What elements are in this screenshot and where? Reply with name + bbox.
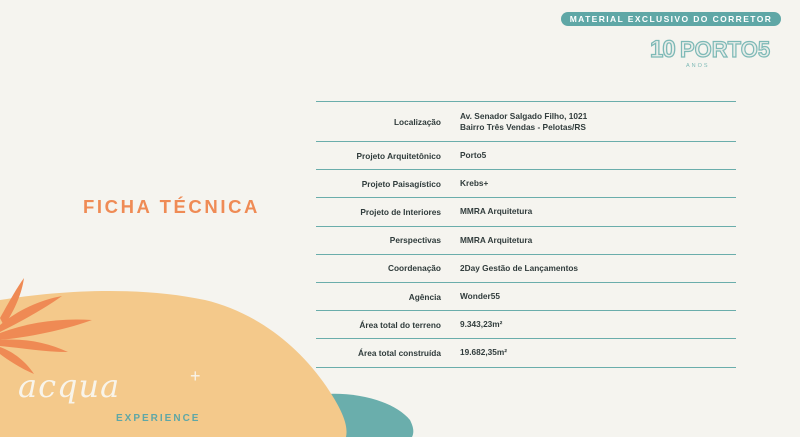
spec-value: MMRA Arquitetura (460, 206, 533, 217)
spec-value (460, 111, 736, 133)
spec-row-architecture (316, 141, 736, 169)
page-title: FICHA TÉCNICA (83, 196, 260, 217)
spec-value: 19.682,35m² (460, 347, 508, 358)
spec-row-landscape (316, 169, 736, 197)
spec-row-interiors (316, 197, 736, 225)
spec-value: Krebs+ (460, 178, 489, 189)
spec-value: 9.343,23m² (460, 319, 503, 330)
spec-row-built-area (316, 338, 736, 367)
spec-label: Projeto Paisagístico (361, 178, 441, 189)
spec-value: Wonder55 (460, 291, 500, 302)
spec-label: Área total construída (358, 347, 441, 358)
spec-value: MMRA Arquitetura (460, 234, 533, 245)
experience-tagline: EXPERIENCE (116, 413, 201, 424)
spec-value: Porto5 (460, 150, 487, 161)
spec-row-agency (316, 282, 736, 310)
spec-table (316, 101, 736, 368)
logo-brand: PORTO5 (680, 37, 771, 62)
porto5-logo (650, 36, 771, 72)
spec-value: 2Day Gestão de Lançamentos (460, 262, 579, 273)
spec-row-land-area (316, 310, 736, 338)
spec-label: Localização (393, 116, 441, 127)
spec-label: Coordenação (387, 263, 441, 274)
spec-row-perspectives (316, 226, 736, 254)
logo-subtitle: ANOS (686, 63, 710, 69)
spec-label: Perspectivas (389, 235, 441, 246)
spec-value-line: Av. Senador Salgado Filho, 1021 (460, 110, 588, 121)
acqua-script-logo: acqua (18, 367, 121, 405)
spec-label: Projeto de Interiores (360, 206, 441, 217)
exclusive-material-badge: MATERIAL EXCLUSIVO DO CORRETOR (561, 12, 781, 26)
acqua-plus-mark: + (190, 366, 201, 386)
spec-value-line: Bairro Três Vendas - Pelotas/RS (460, 121, 586, 132)
logo-number: 10 (650, 36, 675, 63)
spec-row-location (316, 101, 736, 141)
spec-label: Agência (408, 291, 441, 302)
spec-row-coordination (316, 254, 736, 282)
spec-label: Projeto Arquitetônico (356, 150, 441, 161)
spec-label: Área total do terreno (359, 319, 441, 330)
